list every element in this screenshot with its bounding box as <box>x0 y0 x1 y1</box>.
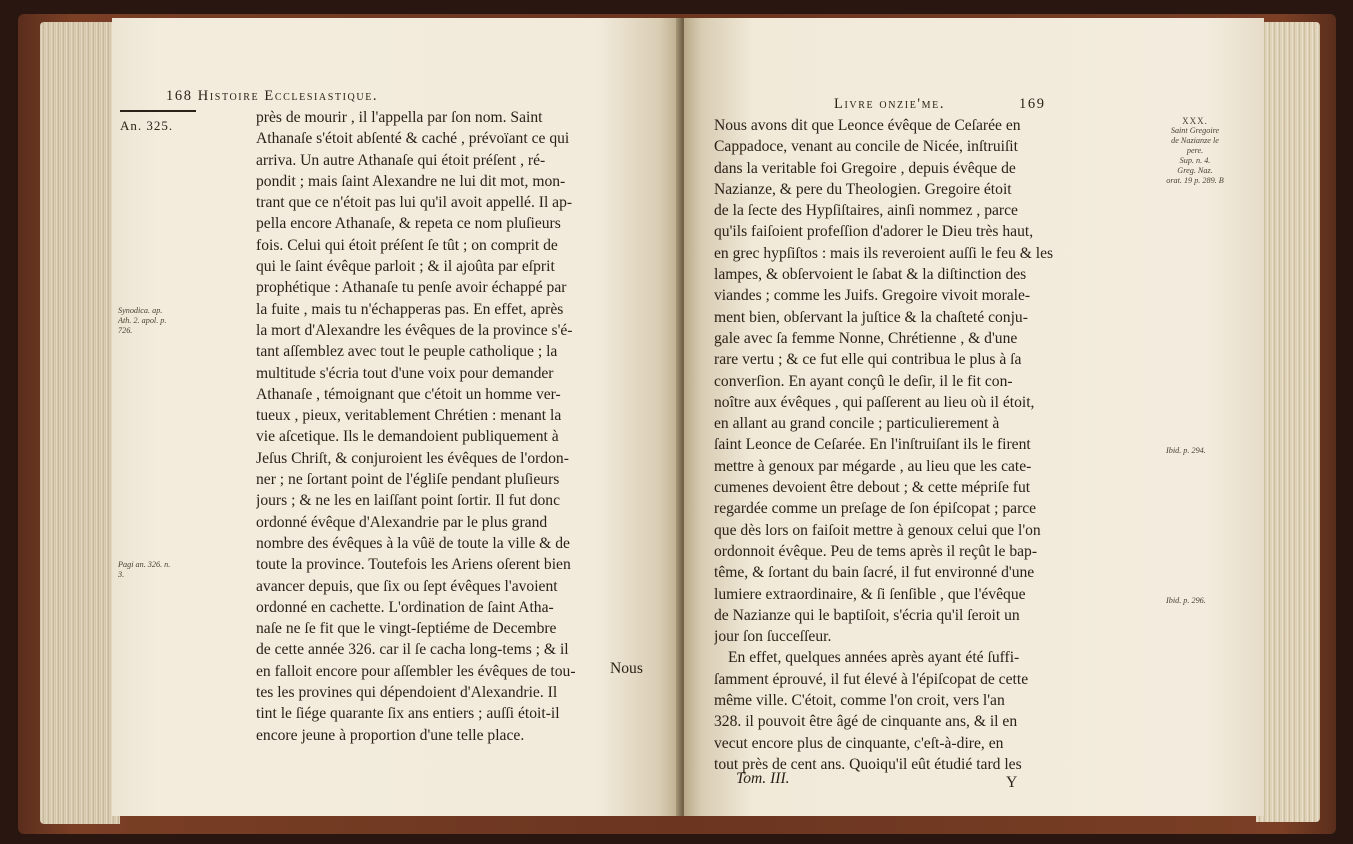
text-line: pondit ; mais ſaint Alexandre ne lui dit mot, mon- <box>256 172 566 190</box>
margin-note-pagi: Pagi an. 326. n. 3. <box>118 560 171 579</box>
text-line: lumiere extraordinaire, & ſi ſenſible , que l'évêque <box>714 585 1026 603</box>
text-line: ordonnoit évêque. Peu de tems après il reçût le bap- <box>714 542 1038 560</box>
text-line: la fuite , mais tu n'échapperas pas. En effet, après <box>256 300 564 318</box>
text-line: viandes ; comme les Juifs. Gregoire vivoit morale- <box>714 287 1031 305</box>
text-line: avancer depuis, que ſix ou ſept évêques l'avoient <box>256 577 558 595</box>
text-line: Athanaſe , témoignant que c'étoit un homme ver- <box>256 385 561 403</box>
text-line: que dès lors on faiſoit mettre à genoux celui que l'on <box>714 521 1041 539</box>
text-line: en falloit encore pour aſſembler les évêques de tou- <box>256 662 576 680</box>
left-page <box>112 18 682 816</box>
margin-note-ibid-294: Ibid. p. 294. <box>1166 446 1206 455</box>
text-line: arriva. Un autre Athanaſe qui étoit préſent , ré- <box>256 151 546 169</box>
text-line: même ville. C'étoit, comme l'on croit, vers l'an <box>714 692 1005 710</box>
text-line: ſamment éprouvé, il fut élevé à l'épiſcopat de cette <box>714 670 1029 688</box>
text-line: 328. il pouvoit être âgé de cinquante ans, & il en <box>714 713 1018 731</box>
text-line: gale avec ſa femme Nonne, Chrétienne , & d'une <box>714 329 1018 347</box>
text-line: en grec hypſiſtos : mais ils reveroient auſſi le feu & les <box>714 244 1054 262</box>
signature-volume: Tom. III. <box>736 770 790 787</box>
text-line: lampes, & obſervoient le ſabat & la diſtinction des <box>714 266 1027 284</box>
text-line: prophétique : Athanaſe tu penſe avoir échappé par <box>256 279 567 297</box>
text-line: Athanaſe s'étoit abſenté & caché , prévoïant ce qui <box>256 130 570 148</box>
right-body-text <box>714 115 1114 775</box>
left-body-text <box>256 107 656 746</box>
text-line: de cette année 326. car il ſe cacha long-tems ; & il <box>256 641 569 659</box>
text-line: la mort d'Alexandre les évêques de la province s'é- <box>256 321 573 339</box>
text-line: ment bien, obſervant la juſtice & la chaſteté conju- <box>714 308 1028 326</box>
text-line: fois. Celui qui étoit préſent ſe tût ; on comprit de <box>256 236 558 254</box>
catchword: Nous <box>610 660 643 677</box>
text-line: trant que ce n'étoit pas lui qu'il avoit appellé. Il ap- <box>256 194 573 212</box>
margin-note-gregoire: XXX. Saint Gregoire de Nazianze le pere. Sup. n. 4. Greg. Naz. orat. 19 p. 289. B <box>1166 116 1224 185</box>
text-line: noître aux évêques , qui paſſerent au lieu où il étoit, <box>714 393 1035 411</box>
text-line: de Nazianze qui le baptiſoit, s'écria qu'il ſeroit un <box>714 606 1020 624</box>
text-line: tueux , pieux, veritablement Chrétien : menant la <box>256 407 562 425</box>
signature-letter: Y <box>1006 774 1018 791</box>
text-line: Jeſus Chriſt, & conjuroient les évêques de l'ordon- <box>256 449 569 467</box>
text-line: qu'ils faiſoient profeſſion d'adorer le Dieu très haut, <box>714 223 1034 241</box>
text-line: pella encore Athanaſe, & repeta ce nom pluſieurs <box>256 215 561 233</box>
text-line: Nous avons dit que Leonce évêque de Ceſarée en <box>714 117 1021 134</box>
text-line: toute la province. Toutefois les Ariens oſerent bien <box>256 556 571 574</box>
margin-note-ibid-296: Ibid. p. 296. <box>1166 596 1206 605</box>
text-line: ner ; ne ſortant point de l'égliſe pendant pluſieurs <box>256 471 560 489</box>
page-edges-left <box>40 22 120 824</box>
year-label: An. 325. <box>120 118 174 133</box>
left-page-header: 168 Histoire Ecclesiastique. <box>166 88 379 104</box>
text-line: vecut encore plus de cinquante, c'eſt-à-dire, en <box>714 734 1004 752</box>
right-page <box>684 18 1264 816</box>
text-line: en allant au grand concile ; particulierement à <box>714 415 1000 433</box>
text-line: En effet, quelques années après ayant été ſuffi- <box>728 649 1020 667</box>
text-line: naſe ne ſe fit que le vingt-ſeptiéme de Decembre <box>256 620 557 638</box>
text-line: qui le ſaint évêque parloit ; & il ajoûta par eſprit <box>256 258 555 276</box>
text-line: jour ſon ſucceſſeur. <box>714 628 832 646</box>
text-line: Cappadoce, venant au concile de Nicée, inſtruiſit <box>714 138 1018 156</box>
text-line: vie aſcetique. Ils le demandoient publiquement à <box>256 428 559 446</box>
text-line: ſaint Leonce de Ceſarée. En l'inſtruiſant ils le firent <box>714 436 1031 454</box>
text-line: encore jeune à proportion d'une telle place. <box>256 726 525 744</box>
text-line: tant aſſemblez avec tout le peuple catholique ; la <box>256 343 558 361</box>
text-line: multitude s'écria tout d'une voix pour demander <box>256 364 554 382</box>
text-line: tint le ſiége quarante ſix ans entiers ; auſſi étoit-il <box>256 705 560 723</box>
margin-note-synodica: Synodica. ap. Ath. 2. apol. p. 726. <box>118 306 167 335</box>
text-line: ordonné évêque d'Alexandrie par le plus grand <box>256 513 548 531</box>
right-page-header: Livre onzie'me. <box>834 96 946 112</box>
text-line: près de mourir , il l'appella par ſon nom. Saint <box>256 109 543 126</box>
page-number: 169 <box>1019 96 1046 112</box>
text-line: rare vertu ; & ce fut elle qui contribua le plus à ſa <box>714 351 1022 369</box>
text-line: nombre des évêques à la vûë de toute la ville & de <box>256 534 570 552</box>
text-line: cumenes devoient être debout ; & cette mépriſe fut <box>714 479 1031 497</box>
text-line: de la ſecte des Hypſiſtaires, ainſi nommez , parce <box>714 202 1018 220</box>
text-line: dans la veritable foi Gregoire , depuis évêque de <box>714 159 1016 177</box>
text-line: Nazianze, & pere du Theologien. Gregoire étoit <box>714 180 1012 198</box>
text-line: ordonné en cachette. L'ordination de ſaint Atha- <box>256 598 554 616</box>
text-line: converſion. En ayant conçû le deſir, il le fit con- <box>714 372 1013 390</box>
text-line: regardée comme un preſage de ſon épiſcopat ; parce <box>714 500 1037 518</box>
text-line: tême, & ſortant du bain ſacré, il fut environné d'une <box>714 564 1035 582</box>
text-line: mettre à genoux par mégarde , au lieu que les cate- <box>714 457 1032 475</box>
text-line: jours ; & ne les en laiſſant point ſortir. Il fut donc <box>256 492 561 510</box>
page-edges-right <box>1256 22 1320 822</box>
year-rule <box>120 110 196 112</box>
text-line: tes les provines qui dépendoient d'Alexandrie. Il <box>256 684 558 702</box>
text-line: tout près de cent ans. Quoiqu'il eût étudié tard les <box>714 755 1022 773</box>
